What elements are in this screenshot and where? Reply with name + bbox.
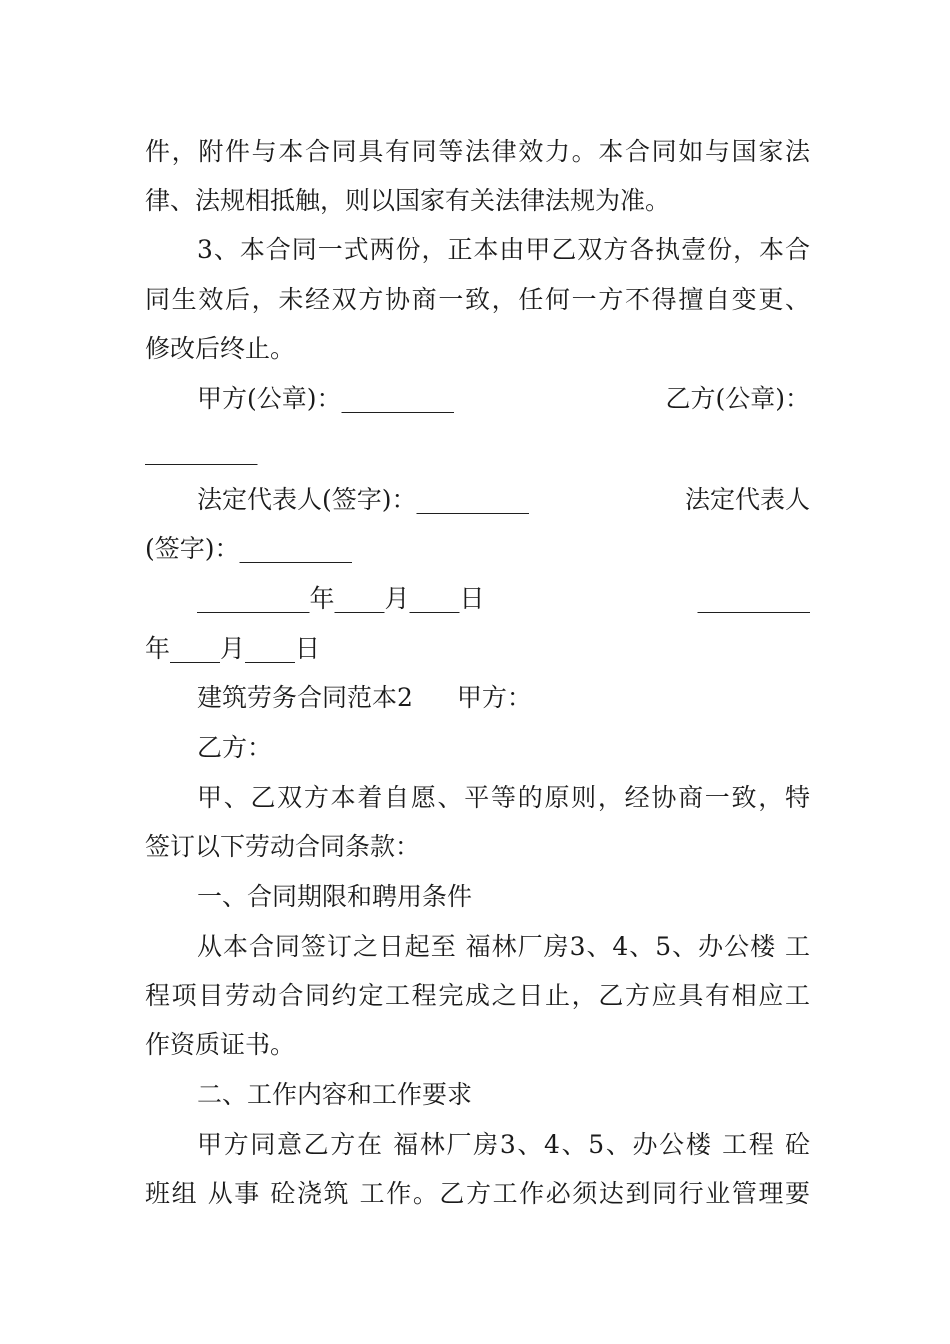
party-b-representative: 法定代表人 <box>684 485 810 514</box>
clause-heading: 一、合同期限和聘用条件 <box>197 882 473 911</box>
paragraph-line: 作资质证书。 <box>145 1030 296 1059</box>
paragraph-line: 修改后终止。 <box>145 334 296 363</box>
party-b-seal-blank: _________ <box>145 436 258 465</box>
section-title: 建筑劳务合同范本2 <box>197 683 413 712</box>
party-b-representative-signature: (签字)：_________ <box>145 534 353 563</box>
party-a-representative: 法定代表人(签字)：_________ <box>197 485 530 514</box>
party-b-date-blank: _________ <box>697 584 810 613</box>
paragraph-line: 从本合同签订之日起至 福林厂房3、4、5、办公楼 工 <box>197 932 810 961</box>
seal-row <box>197 381 810 417</box>
paragraph-line: 甲、乙双方本着自愿、平等的原则，经协商一致，特 <box>197 783 810 812</box>
section-heading-row <box>197 680 810 716</box>
date-row <box>197 581 810 617</box>
party-b-date: 年____月____日 <box>145 634 321 663</box>
representative-row <box>197 482 810 518</box>
paragraph-line: 班组 从事 砼浇筑 工作。乙方工作必须达到同行业管理要 <box>145 1179 810 1208</box>
party-a-label: 甲方： <box>456 683 532 712</box>
party-a-date: _________年____月____日 <box>197 584 485 613</box>
party-b-seal: 乙方(公章)： <box>665 384 810 413</box>
paragraph-line: 律、法规相抵触，则以国家有关法律法规为准。 <box>145 186 671 215</box>
paragraph-line: 签订以下劳动合同条款： <box>145 832 421 861</box>
party-a-seal: 甲方(公章)：_________ <box>197 384 455 413</box>
paragraph-line: 程项目劳动合同约定工程完成之日止，乙方应具有相应工 <box>145 981 810 1010</box>
paragraph-line: 3、本合同一式两份，正本由甲乙双方各执壹份，本合 <box>197 235 810 264</box>
paragraph-line: 件，附件与本合同具有同等法律效力。本合同如与国家法 <box>145 137 810 166</box>
paragraph-line: 同生效后，未经双方协商一致，任何一方不得擅自变更、 <box>145 285 810 314</box>
clause-heading: 二、工作内容和工作要求 <box>197 1080 473 1109</box>
paragraph-line: 甲方同意乙方在 福林厂房3、4、5、办公楼 工程 砼 <box>197 1130 810 1159</box>
party-b-label: 乙方： <box>197 733 273 762</box>
